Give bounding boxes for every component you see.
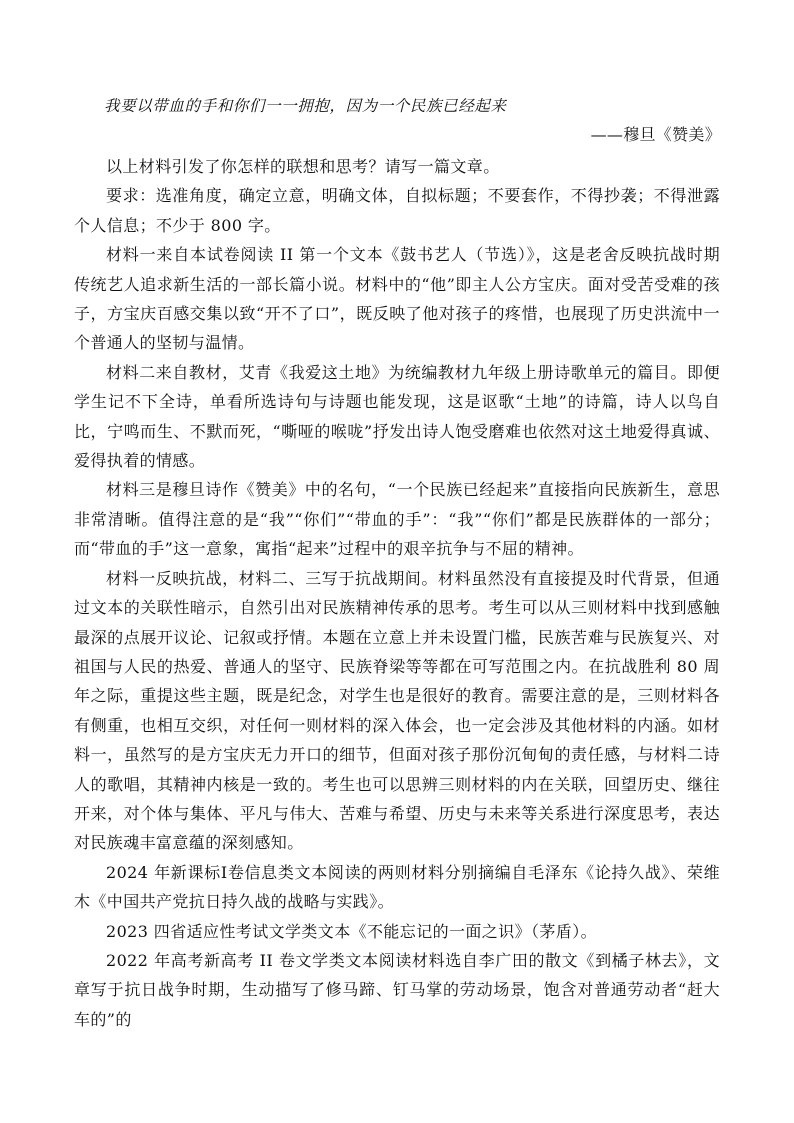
material-three-analysis: 材料三是穆旦诗作《赞美》中的名句，“一个民族已经起来”直接指向民族新生，意思非常清晰。值得注意的是“我”“你们”“带血的手”：“我”“你们”都是民族群体的一部分；而“带血的手”这一意象，寓指“起来”过程中的艰辛抗争与不屈的精神。 [74, 480, 720, 559]
reference-2022: 2022 年高考新高考 II 卷文学类文本阅读材料选自李广田的散文《到橘子林去》，文章写于抗日战争时期，生动描写了修马蹄、钉马掌的劳动场景，饱含对普通劳动者“赶大车的”的 [74, 950, 720, 1029]
material-one-analysis: 材料一来自本试卷阅读 II 第一个文本《鼓书艺人（节选）》，这是老舍反映抗战时期传统艺人追求新生活的一部长篇小说。材料中的“他”即主人公方宝庆。面对受苦受难的孩子，方宝庆百感交集以致“开不了口”，既反映了他对孩子的疼惜，也展现了历史洪流中一个普通人的坚韧与温情。 [74, 245, 720, 353]
reference-2024: 2024 年新课标Ⅰ卷信息类文本阅读的两则材料分别摘编自毛泽东《论持久战》、荣维木《中国共产党抗日持久战的战略与实践》。 [74, 862, 720, 912]
overall-analysis: 材料一反映抗战，材料二、三写于抗战期间。材料虽然没有直接提及时代背景，但通过文本的关联性暗示，自然引出对民族精神传承的思考。考生可以从三则材料中找到感触最深的点展开议论、记叙或抒情。本题在立意上并未设置门槛，民族苦难与民族复兴、对祖国与人民的热爱、普通人的坚守、民族脊梁等等都在可写范围之内。在抗战胜利 80 周年之际，重提这些主题，既是纪念，对学生也是很好的教育。需要注意的是，三则材料各有侧重，也相互交织，对任何一则材料的深入体会，也一定会涉及其他材料的内涵。如材料一，虽然写的是方宝庆无力开口的细节，但面对孩子那份沉甸甸的责任感，与材料二诗人的歌唱，其精神内核是一致的。考生也可以思辨三则材料的内在关联，回望历史、继往开来，对个体与集体、平凡与伟大、苦难与希望、历史与未来等关系进行深度思考，表达对民族魂丰富意蕴的深刻感知。 [74, 568, 720, 853]
prompt-paragraph: 以上材料引发了你怎样的联想和思考？请写一篇文章。 [106, 157, 500, 176]
document-body [74, 152, 720, 1034]
requirements-paragraph: 要求：选准角度，确定立意，明确文体，自拟标题；不要套作，不得抄袭；不得泄露个人信息；不少于 800 字。 [74, 186, 720, 235]
epigraph-attribution: ——穆旦《赞美》 [590, 125, 721, 144]
reference-2023: 2023 四省适应性考试文学类文本《不能忘记的一面之识》（茅盾）。 [106, 921, 598, 941]
epigraph-quote: 我要以带血的手和你们一一拥抱，因为一个民族已经起来 [104, 97, 507, 115]
material-two-analysis: 材料二来自教材，艾青《我爱这土地》为统编教材九年级上册诗歌单元的篇目。即便学生记不下全诗，单看所选诗句与诗题也能发现，这是讴歌“土地”的诗篇，诗人以鸟自比，宁鸣而生、不默而死，“嘶哑的喉咙”抒发出诗人饱受磨难也依然对这土地爱得真诚、爱得执着的情感。 [74, 362, 720, 471]
